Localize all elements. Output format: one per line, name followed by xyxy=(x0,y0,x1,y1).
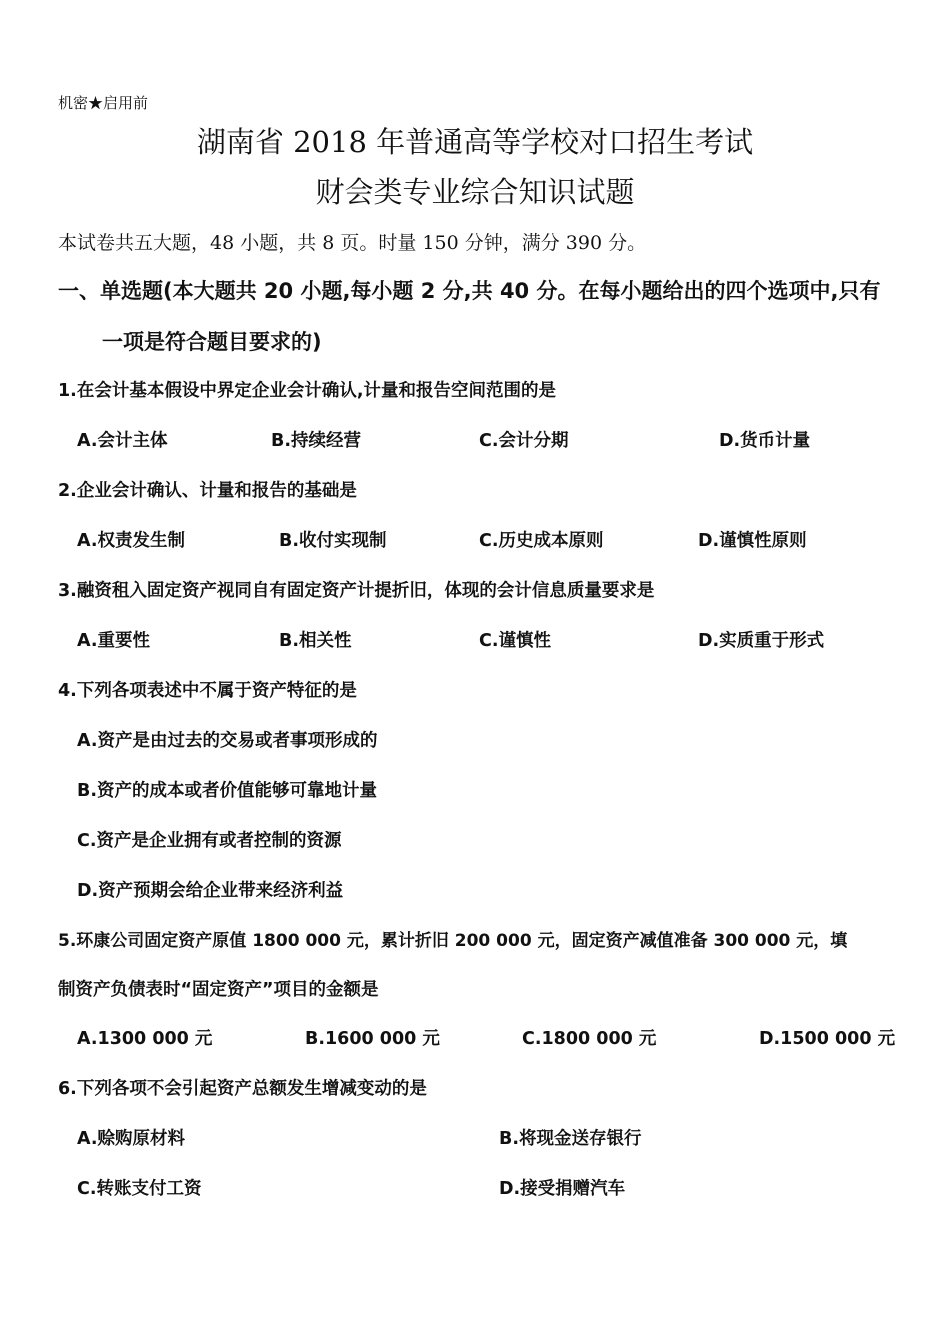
question-option: D.1500 000 元 xyxy=(759,1029,896,1049)
question-option: D.接受捐赠汽车 xyxy=(499,1179,626,1199)
exam-subtitle: 财会类专业综合知识试题 xyxy=(315,175,635,209)
question-option: B.持续经营 xyxy=(271,431,361,451)
question-stem: 1.在会计基本假设中界定企业会计确认,计量和报告空间范围的是 xyxy=(58,381,556,401)
section-heading: 一、单选题(本大题共 20 小题,每小题 2 分,共 40 分。在每小题给出的四个选项中,只有 xyxy=(58,279,881,303)
section-heading-continued: 一项是符合题目要求的) xyxy=(102,330,322,354)
question-option: C.会计分期 xyxy=(479,431,569,451)
question-option: D.实质重于形式 xyxy=(698,631,825,651)
question-option: D.货币计量 xyxy=(719,431,811,451)
question-option: C.历史成本原则 xyxy=(479,531,604,551)
question-stem: 4.下列各项表述中不属于资产特征的是 xyxy=(58,681,357,701)
exam-title: 湖南省 2018 年普通高等学校对口招生考试 xyxy=(196,125,754,159)
question-stem: 2.企业会计确认、计量和报告的基础是 xyxy=(58,481,357,501)
exam-instructions: 本试卷共五大题，48 小题，共 8 页。时量 150 分钟，满分 390 分。 xyxy=(58,232,647,254)
question-stem: 3.融资租入固定资产视同自有固定资产计提折旧，体现的会计信息质量要求是 xyxy=(58,581,655,601)
question-option: C.谨慎性 xyxy=(479,631,551,651)
question-option: B.收付实现制 xyxy=(279,531,387,551)
question-option: C.转账支付工资 xyxy=(77,1179,202,1199)
question-option: A.权责发生制 xyxy=(77,531,186,551)
question-option: A.资产是由过去的交易或者事项形成的 xyxy=(77,731,378,751)
question-option: B.资产的成本或者价值能够可靠地计量 xyxy=(77,781,377,801)
question-stem: 5.环康公司固定资产原值 1800 000 元，累计折旧 200 000 元，固定资产减值准备 300 000 元，填 xyxy=(58,931,848,951)
question-option: A.会计主体 xyxy=(77,431,168,451)
question-option: B.将现金送存银行 xyxy=(499,1129,642,1149)
question-option: A.赊购原材料 xyxy=(77,1129,186,1149)
question-stem-continued: 制资产负债表时“固定资产”项目的金额是 xyxy=(58,980,379,1000)
question-option: A.1300 000 元 xyxy=(77,1029,213,1049)
question-option: B.相关性 xyxy=(279,631,352,651)
question-option: A.重要性 xyxy=(77,631,151,651)
question-option: C.1800 000 元 xyxy=(522,1029,657,1049)
question-option: D.谨慎性原则 xyxy=(698,531,807,551)
question-option: B.1600 000 元 xyxy=(305,1029,440,1049)
question-option: C.资产是企业拥有或者控制的资源 xyxy=(77,831,342,851)
question-option: D.资产预期会给企业带来经济利益 xyxy=(77,881,344,901)
question-stem: 6.下列各项不会引起资产总额发生增减变动的是 xyxy=(58,1079,427,1099)
confidential-label: 机密★启用前 xyxy=(58,94,149,112)
